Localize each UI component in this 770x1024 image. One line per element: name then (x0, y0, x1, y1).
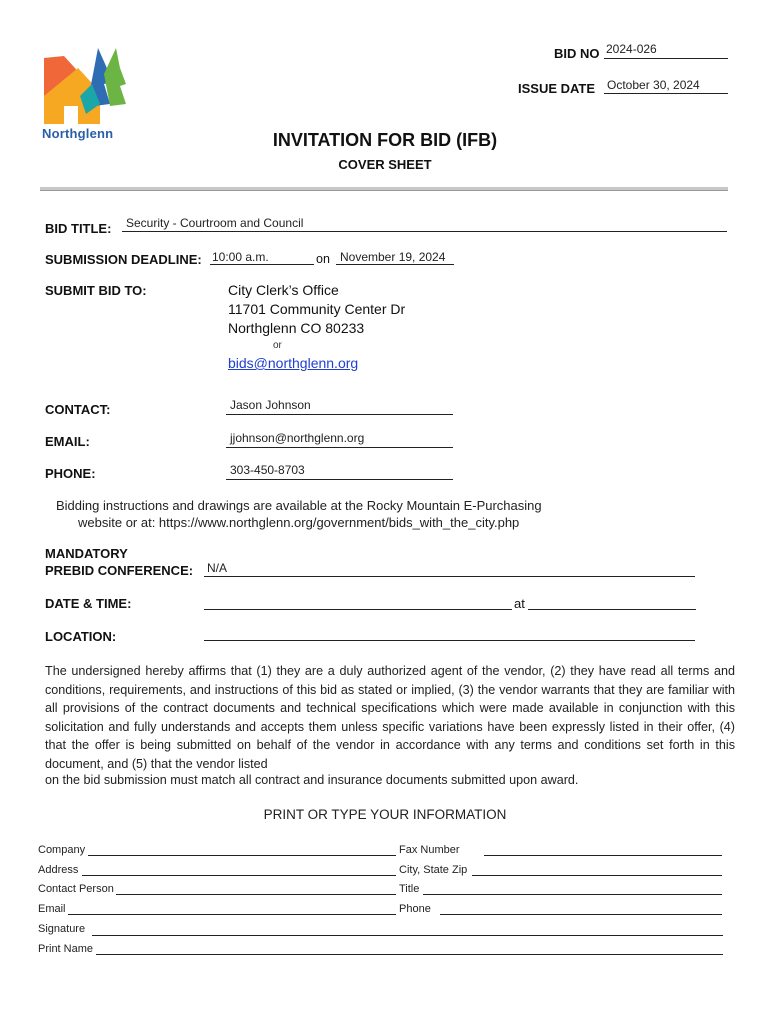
address-label: Address (38, 864, 79, 876)
mandatory-label: MANDATORY (45, 546, 128, 561)
address-field[interactable] (82, 875, 396, 876)
contact-person-field[interactable] (116, 894, 396, 895)
city-state-zip-label: City, State Zip (399, 864, 468, 876)
bids-email-link[interactable]: bids@northglenn.org (228, 355, 359, 371)
time-line (528, 609, 696, 610)
contact-person-label: Contact Person (38, 883, 114, 895)
at-label: at (514, 596, 525, 611)
phone-value: 303-450-8703 (230, 463, 305, 477)
print-name-label: Print Name (38, 943, 94, 955)
vendor-email-field[interactable] (68, 914, 396, 915)
prebid-conference-value: N/A (207, 561, 228, 575)
vendor-email-label: Email (38, 903, 66, 915)
deadline-date-line (336, 264, 454, 265)
page-subtitle: COVER SHEET (338, 157, 432, 172)
contact-value: Jason Johnson (230, 398, 311, 412)
phone-label: PHONE: (45, 466, 96, 481)
email-value: jjohnson@northglenn.org (230, 431, 365, 445)
address-line-2: 11701 Community Center Dr (228, 301, 406, 317)
signature-field[interactable] (92, 935, 723, 936)
email-line (226, 447, 453, 448)
deadline-time: 10:00 a.m. (212, 250, 269, 264)
affirmation-last-line: on the bid submission must match all contract and insurance documents submitted upon award. (45, 773, 579, 787)
header-divider (40, 187, 728, 191)
affirmation-paragraph: The undersigned hereby affirms that (1) they are a duly authorized agent of the vendor, (2) they have read all terms and conditions, requirements, and instructions of this bid as stated or implied, (3) the vendor warrants that they are familiar with all provisions of the contract documents and technical specifications which were made available in conjunction with this solicitation and fully understands and accepts them unless specific variations have been expressly listed in their offer, (4) that the offer is being submitted on behalf of the vendor in accordance with any terms and conditions set forth in this document, and (5) that the vendor listed (45, 664, 735, 771)
page-title: INVITATION FOR BID (IFB) (272, 130, 498, 150)
title-field[interactable] (423, 894, 722, 895)
bid-no-value: 2024-026 (606, 42, 657, 56)
issue-date-value: October 30, 2024 (607, 78, 700, 92)
city-state-zip-field[interactable] (472, 875, 722, 876)
issue-date-label: ISSUE DATE (518, 81, 596, 96)
contact-label: CONTACT: (45, 402, 111, 417)
bid-no-label: BID NO (554, 46, 600, 61)
instructions-line-1: Bidding instructions and drawings are available at the Rocky Mountain E-Purchasing (56, 498, 542, 513)
email-label: EMAIL: (45, 434, 90, 449)
vendor-phone-field[interactable] (440, 914, 722, 915)
print-name-field[interactable] (96, 954, 723, 955)
title-label: Title (399, 883, 420, 895)
issue-date-line (604, 93, 728, 94)
bid-title-label: BID TITLE: (45, 221, 112, 236)
deadline-label: SUBMISSION DEADLINE: (45, 252, 202, 267)
company-field[interactable] (88, 855, 396, 856)
location-line (204, 640, 695, 641)
deadline-time-line (210, 264, 314, 265)
deadline-date: November 19, 2024 (340, 250, 446, 264)
location-label: LOCATION: (45, 629, 117, 644)
logo-wordmark: Northglenn (42, 126, 114, 141)
fax-label: Fax Number (399, 844, 460, 856)
prebid-conference-label: PREBID CONFERENCE: (45, 563, 194, 578)
prebid-conference-line (204, 576, 695, 577)
or-label: or (273, 340, 282, 351)
submit-bid-label: SUBMIT BID TO: (45, 283, 147, 298)
bid-no-line (604, 58, 728, 59)
contact-line (226, 414, 453, 415)
bid-title-line (122, 231, 727, 232)
signature-label: Signature (38, 923, 86, 935)
address-line-1: City Clerk’s Office (228, 282, 339, 298)
vendor-phone-label: Phone (399, 903, 431, 915)
vendor-form-heading: PRINT OR TYPE YOUR INFORMATION (263, 807, 507, 822)
phone-line (226, 479, 453, 480)
datetime-label: DATE & TIME: (45, 596, 132, 611)
fax-field[interactable] (484, 855, 722, 856)
deadline-on-label: on (316, 252, 330, 266)
date-line (204, 609, 512, 610)
address-line-3: Northglenn CO 80233 (228, 320, 365, 336)
company-label: Company (38, 844, 86, 856)
instructions-line-2: website or at: https://www.northglenn.org/government/bids_with_the_city.php (78, 515, 520, 530)
bid-title-value: Security - Courtroom and Council (126, 216, 304, 230)
